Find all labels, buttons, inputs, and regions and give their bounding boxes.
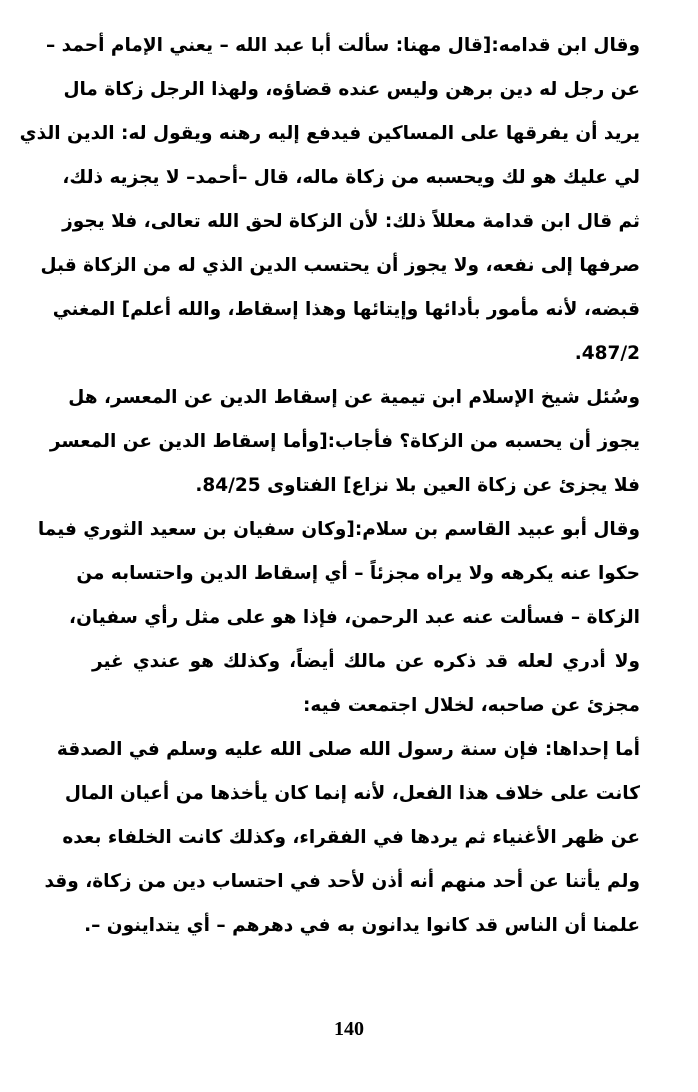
text-line: حكوا عنه يكرهه ولا يراه مجزئاً – أي إسقاط الدين واحتسابه من [76,563,640,584]
text-line: ولا أدري لعله قد ذكره عن مالك أيضاً، وكذلك هو عندي غير [92,651,640,672]
text-line: لي عليك هو لك ويحسبه من زكاة ماله، قال –أحمد– لا يجزيه ذلك، [62,167,640,188]
text-line: فلا يجزئ عن زكاة العين بلا نزاع] الفتاوى 84/25. [195,475,640,496]
text-line: عن رجل له دين برهن وليس عنده قضاؤه، ولهذا الرجل زكاة مال [63,79,640,100]
page-number: 140 [334,1018,364,1040]
text-line: الزكاة – فسألت عنه عبد الرحمن، فإذا هو على مثل رأي سفيان، [69,607,640,628]
text-line: وقال ابن قدامه:[قال مهنا: سألت أبا عبد الله – يعني الإمام أحمد – [45,35,640,56]
page-text-body [19,24,640,948]
text-line: عن ظهر الأغنياء ثم يردها في الفقراء، وكذلك كانت الخلفاء بعده [62,827,640,848]
text-line: علمنا أن الناس قد كانوا يدانون به في دهرهم – أي يتداينون –. [84,915,640,936]
text-line: وقال أبو عبيد القاسم بن سلام:[وكان سفيان بن سعيد الثوري فيما [37,519,640,540]
text-line: 487/2. [574,343,640,364]
text-line: صرفها إلى نفعه، ولا يجوز أن يحتسب الدين الذي له من الزكاة قبل [40,255,640,276]
text-line: يريد أن يفرقها على المساكين فيدفع إليه رهنه ويقول له: الدين الذي [19,123,640,144]
text-line: قبضه، لأنه مأمور بأدائها وإيتائها وهذا إسقاط، والله أعلم] المغني [52,299,640,320]
text-line: أما إحداها: فإن سنة رسول الله صلى الله عليه وسلم في الصدقة [56,739,640,760]
text-line: يجوز أن يحسبه من الزكاة؟ فأجاب:[وأما إسقاط الدين عن المعسر [49,431,640,452]
text-line: ثم قال ابن قدامة معللاً ذلك: لأن الزكاة لحق الله تعالى، فلا يجوز [62,211,640,232]
text-line: وسُئل شيخ الإسلام ابن تيمية عن إسقاط الدين عن المعسر، هل [68,387,640,408]
text-line: ولم يأتنا عن أحد منهم أنه أذن لأحد في احتساب دين من زكاة، وقد [44,871,640,892]
text-line: مجزئ عن صاحبه، لخلال اجتمعت فيه: [302,695,640,716]
text-line: كانت على خلاف هذا الفعل، لأنه إنما كان يأخذها من أعيان المال [64,783,640,804]
